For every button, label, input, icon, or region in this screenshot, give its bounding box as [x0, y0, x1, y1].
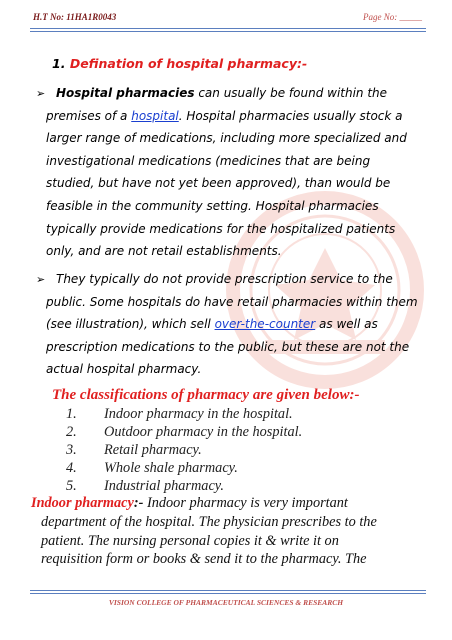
para1-line5: studied, but have not yet been approved), than would be — [46, 176, 391, 191]
para1-line4: investigational medications (medicines that are being — [46, 153, 371, 168]
indoor-line1: Indoor pharmacy is very important — [143, 495, 348, 511]
para1-line2-pre: premises of a — [46, 108, 132, 123]
section-title — [52, 56, 307, 71]
list-item — [66, 441, 302, 459]
list-item — [66, 423, 302, 441]
arrow-bullet-icon: ➢ — [36, 87, 46, 100]
list-item-text: Retail pharmacy. — [104, 442, 202, 458]
footer-rule — [30, 590, 426, 594]
para2-line1: They typically do not provide prescription service to the — [56, 272, 393, 286]
list-item-text: Indoor pharmacy in the hospital. — [104, 406, 293, 422]
list-item — [66, 405, 302, 423]
over-the-counter-link[interactable]: over-the-counter — [214, 317, 316, 332]
para1-line6: feasible in the community setting. Hospital pharmacies — [46, 198, 379, 213]
para2-line2: public. Some hospitals do have retail pharmacies within them — [46, 294, 418, 309]
indoor-line3: patient. The nursing personal copies it & write it on — [41, 532, 339, 549]
page-number: Page No: _____ — [363, 12, 422, 22]
para1-line3: larger range of medications, including more specialized and — [46, 131, 407, 146]
section-title-text: Defination of hospital pharmacy:- — [69, 56, 308, 71]
hospital-pharmacy-paragraph — [36, 82, 431, 263]
section-number: 1. — [52, 56, 66, 71]
list-item-number: 5. — [66, 478, 77, 494]
indoor-separator: :- — [133, 495, 144, 511]
list-item-text: Industrial pharmacy. — [104, 478, 224, 494]
list-item-number: 1. — [66, 406, 77, 422]
retail-paragraph — [36, 268, 431, 381]
para2-line4: prescription medications to the public, but these are not the — [46, 339, 410, 354]
list-item — [66, 459, 302, 477]
ht-number: H.T No: 11HA1R0043 — [33, 12, 117, 22]
list-item-number: 2. — [66, 424, 77, 440]
para2-line3-pre: (see illustration), which sell — [46, 317, 215, 332]
list-item-number: 4. — [66, 460, 77, 476]
keyword-hospital-pharmacies: Hospital pharmacies — [56, 86, 195, 100]
classifications-title: The classifications of pharmacy are given below:- — [52, 387, 360, 403]
list-item-text: Whole shale pharmacy. — [104, 460, 238, 476]
list-item-text: Outdoor pharmacy in the hospital. — [104, 424, 303, 440]
para1-line1: can usually be found within the — [194, 86, 388, 100]
list-item — [66, 477, 302, 495]
indoor-line2: department of the hospital. The physician prescribes to the — [41, 513, 377, 530]
hospital-link[interactable]: hospital — [131, 108, 179, 123]
para2-line3-post: as well as — [315, 317, 378, 332]
indoor-line4: requisition form or books & send it to the pharmacy. The — [41, 551, 367, 568]
arrow-bullet-icon: ➢ — [36, 273, 46, 286]
classifications-list — [66, 405, 302, 495]
para1-line8: only, and are not retail establishments. — [46, 244, 282, 259]
para1-line2-post: . Hospital pharmacies usually stock a — [178, 108, 403, 123]
para2-line5: actual hospital pharmacy. — [46, 362, 202, 377]
header-rule — [30, 28, 426, 32]
college-footer: VISION COLLEGE OF PHARMACEUTICAL SCIENCES & RESEARCH — [108, 598, 344, 607]
list-item-number: 3. — [66, 442, 77, 458]
indoor-pharmacy-term: Indoor pharmacy — [31, 495, 134, 511]
para1-line7: typically provide medications for the hospitalized patients — [46, 221, 396, 236]
indoor-pharmacy-paragraph — [31, 494, 439, 569]
